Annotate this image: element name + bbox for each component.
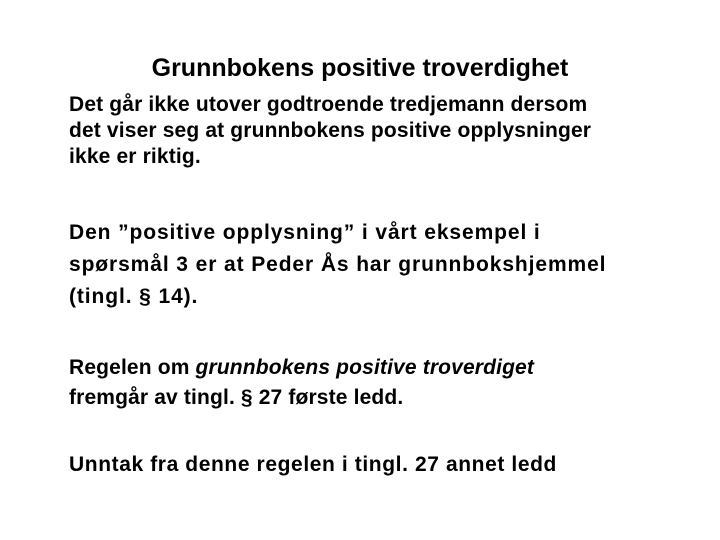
paragraph-line xyxy=(69,353,709,383)
paragraph-exception xyxy=(69,450,709,480)
rule-emphasis: grunnbokens positive troverdiget xyxy=(195,356,535,379)
slide-title: Grunnbokens positive troverdighet xyxy=(151,54,569,82)
paragraph-definition xyxy=(69,92,709,170)
paragraph-line: Den ”positive opplysning” i vårt eksempel i xyxy=(69,221,541,244)
paragraph-line: fremgår av tingl. § 27 første ledd. xyxy=(69,386,404,409)
paragraph-line: Det går ikke utover godtroende tredjemann dersom xyxy=(69,93,588,116)
paragraph-line: det viser seg at grunnbokens positive opplysninger xyxy=(69,119,592,142)
paragraph-line: ikke er riktig. xyxy=(69,145,201,168)
paragraph-line: spørsmål 3 er at Peder Ås har grunnbokshjemmel xyxy=(69,253,607,276)
paragraph-example xyxy=(69,217,709,313)
paragraph-line: (tingl. § 14). xyxy=(69,285,199,308)
rule-prefix: Regelen om xyxy=(69,356,196,379)
paragraph-line: Unntak fra denne regelen i tingl. 27 annet ledd xyxy=(69,453,557,476)
paragraph-rule xyxy=(69,353,709,413)
